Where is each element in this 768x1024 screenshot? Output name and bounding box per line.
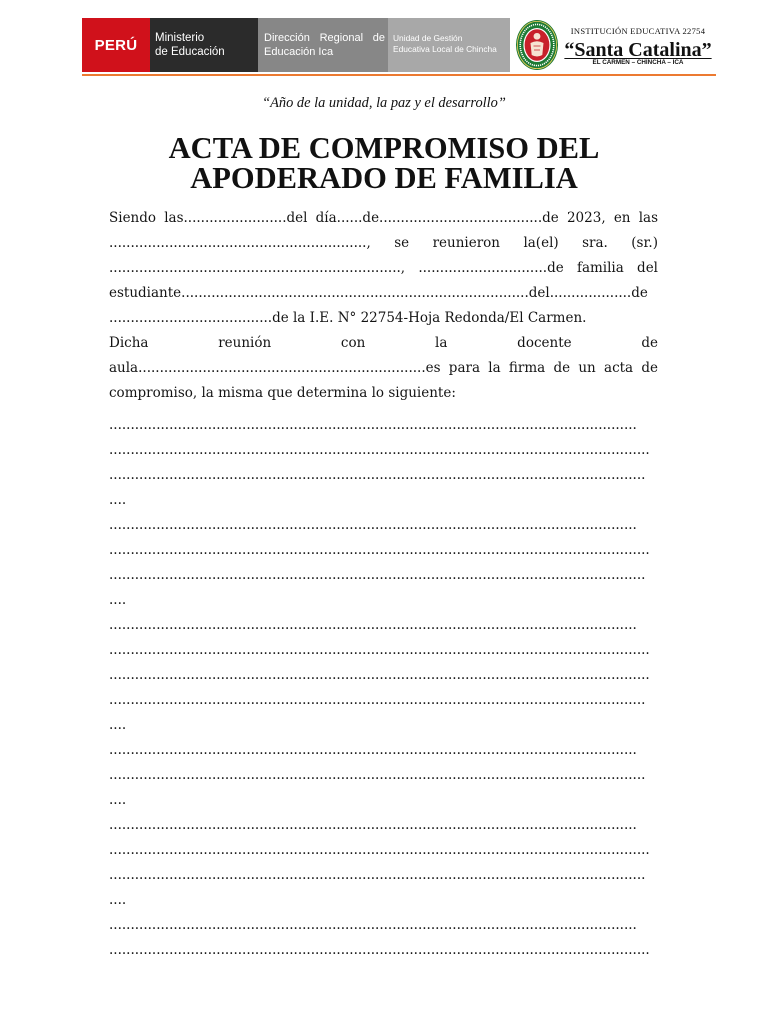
title-line-1: ACTA DE COMPROMISO DEL bbox=[168, 131, 600, 165]
year-motto: “Año de la unidad, la paz y el desarrollo” bbox=[262, 95, 506, 111]
ministry-line-1: Ministerio bbox=[155, 32, 205, 44]
school-seal-icon bbox=[515, 19, 559, 71]
paragraph-line: compromiso, la misma que determina lo siguiente: bbox=[109, 385, 456, 401]
dotted-line: ............................................................................................................................. bbox=[109, 467, 646, 483]
paragraph-line: ......................................de la I.E. N° 22754-Hoja Redonda/El Carmen. bbox=[109, 310, 587, 326]
ugel-box bbox=[388, 18, 510, 72]
paragraph-line: Dicha reunión con la docente de bbox=[109, 335, 658, 351]
school-name: “Santa Catalina” bbox=[564, 39, 712, 61]
dotted-line: ........................................................................................................................... bbox=[109, 417, 637, 433]
ministry-line-2: de Educación bbox=[155, 46, 225, 58]
paragraph-line: ............................................................, se reunieron la(el) sra. (sr.) bbox=[109, 235, 658, 251]
dotted-line: ........................................................................................................................... bbox=[109, 617, 637, 633]
regional-directorate-line-2: Educación Ica bbox=[264, 46, 334, 58]
school-type-label: INSTITUCIÓN EDUCATIVA 22754 bbox=[570, 26, 706, 36]
ugel-line-2: Educativa Local de Chincha bbox=[393, 44, 497, 54]
paragraph-line: aula...................................................................es para la firma de un acta de bbox=[109, 360, 658, 376]
school-name-wrap bbox=[560, 39, 716, 61]
regional-directorate-box bbox=[258, 18, 388, 72]
school-location: EL CARMEN – CHINCHA – ICA bbox=[592, 59, 684, 66]
dotted-line: ........................................................................................................................... bbox=[109, 817, 637, 833]
paragraph-line: estudiante.................................................................................del...................de bbox=[109, 285, 648, 301]
dotted-line: .............................................................................................................................. bbox=[109, 842, 650, 858]
opening-paragraph bbox=[109, 206, 658, 406]
dotted-line: .............................................................................................................................. bbox=[109, 942, 650, 958]
dotted-line: ........................................................................................................................... bbox=[109, 517, 637, 533]
dotted-line: ............................................................................................................................. bbox=[109, 767, 646, 783]
dotted-line: ............................................................................................................................. bbox=[109, 692, 646, 708]
peru-logo-box bbox=[82, 18, 150, 72]
dotted-line: .............................................................................................................................. bbox=[109, 442, 650, 458]
dotted-line: .............................................................................................................................. bbox=[109, 542, 650, 558]
school-identity bbox=[560, 0, 716, 72]
dotted-line: ............................................................................................................................. bbox=[109, 867, 646, 883]
paragraph-line: ...................................................................., ..............................de familia del bbox=[109, 260, 658, 276]
peru-label: PERÚ bbox=[94, 36, 138, 54]
ugel-line-1: Unidad de Gestión bbox=[393, 33, 463, 43]
dotted-line: .............................................................................................................................. bbox=[109, 667, 650, 683]
paragraph-line: Siendo las........................del día......de......................................de 2023, en las bbox=[109, 210, 658, 226]
dotted-line: ........................................................................................................................... bbox=[109, 742, 637, 758]
dotted-line: .... bbox=[109, 592, 127, 608]
dotted-line: .... bbox=[109, 792, 127, 808]
dotted-line: .............................................................................................................................. bbox=[109, 642, 650, 658]
ministry-of-education-box bbox=[150, 18, 258, 72]
dotted-line: ............................................................................................................................. bbox=[109, 567, 646, 583]
regional-directorate-line-1: Dirección Regional de bbox=[264, 32, 385, 44]
document-title bbox=[0, 133, 768, 193]
dotted-line: ........................................................................................................................... bbox=[109, 917, 637, 933]
dotted-line: .... bbox=[109, 892, 127, 908]
header-divider bbox=[82, 74, 716, 76]
title-line-2: APODERADO DE FAMILIA bbox=[190, 161, 578, 195]
dotted-line: .... bbox=[109, 717, 127, 733]
dotted-line: .... bbox=[109, 492, 127, 508]
commitment-lines bbox=[109, 413, 658, 963]
